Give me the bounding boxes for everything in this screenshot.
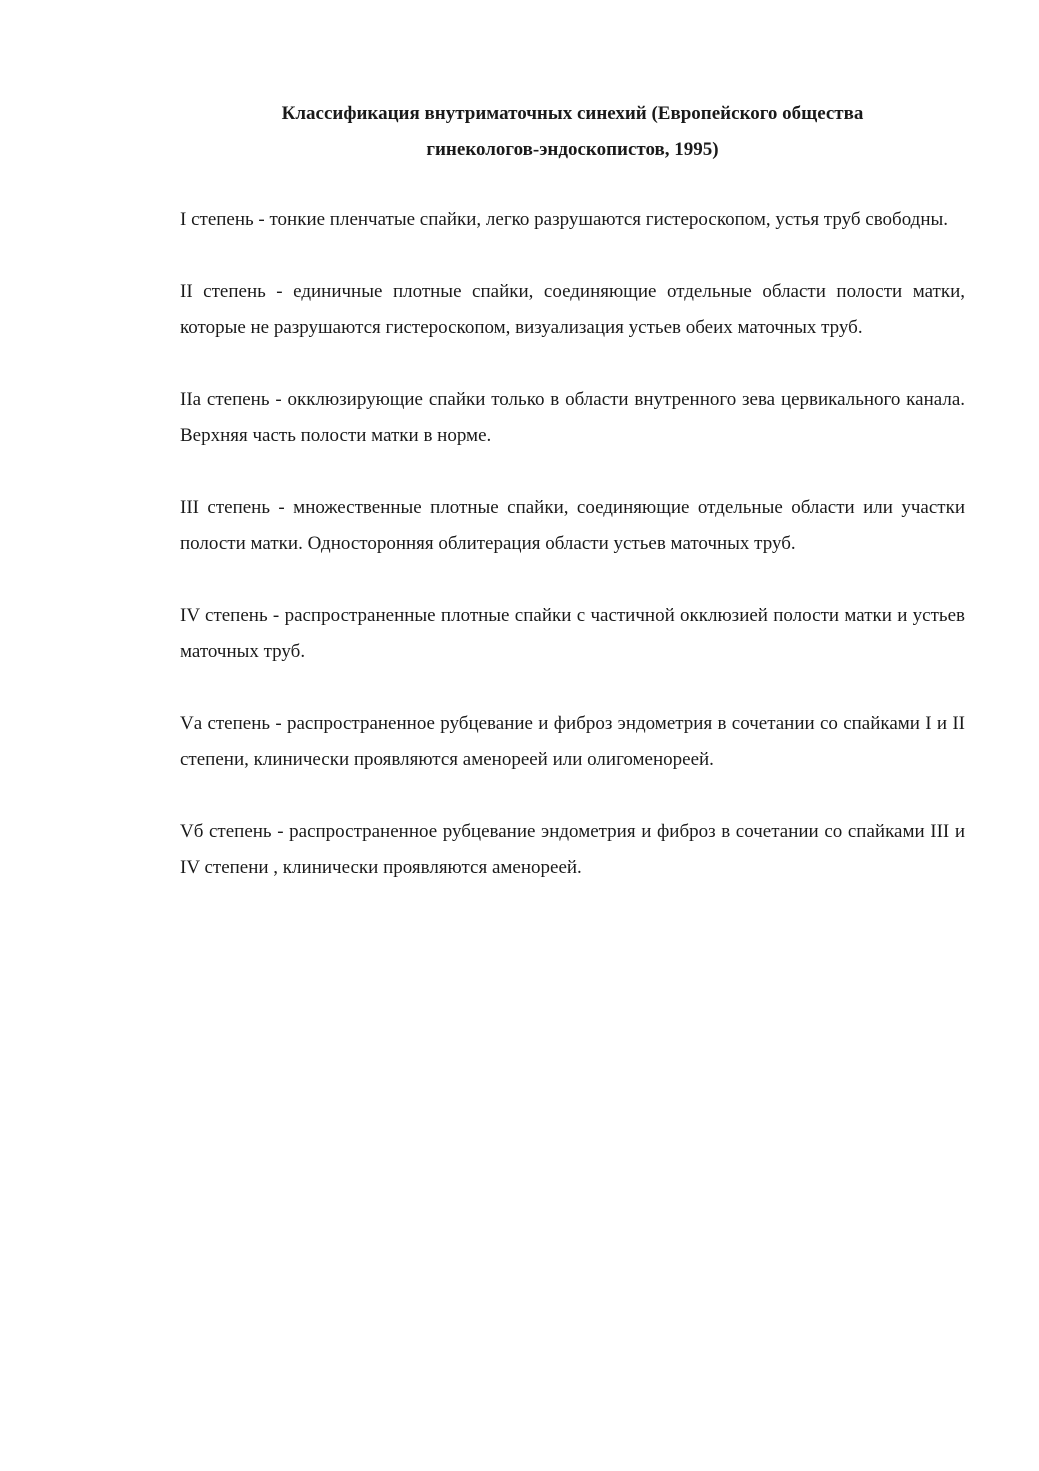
document-title	[180, 96, 965, 168]
grade-va-paragraph: Vа степень - распространенное рубцевание и фиброз эндометрия в сочетании со спайками I и II степени, клинически проявляются аменореей или олигоменореей.	[180, 713, 965, 770]
title-line-2: гинекологов-эндоскопистов, 1995)	[426, 139, 719, 160]
classification-list	[180, 202, 965, 922]
grade-iii-paragraph: III степень - множественные плотные спайки, соединяющие отдельные области или участки полости матки. Односторонняя облитерация области устьев маточных труб.	[180, 497, 965, 554]
title-line-1: Классификация внутриматочных синехий (Европейского общества	[281, 103, 864, 124]
grade-ii-paragraph: II степень - единичные плотные спайки, соединяющие отдельные области полости матки, которые не разрушаются гистероскопом, визуализация устьев обеих маточных труб.	[180, 281, 965, 338]
grade-i-paragraph: I степень - тонкие пленчатые спайки, легко разрушаются гистероскопом, устья труб свободны.	[180, 209, 949, 230]
grade-vb-paragraph: Vб степень - распространенное рубцевание эндометрия и фиброз в сочетании со спайками III и IV степени , клинически проявляются аменореей.	[180, 821, 965, 878]
grade-iia-paragraph: IIа степень - окклюзирующие спайки только в области внутренного зева цервикального канала. Верхняя часть полости матки в норме.	[180, 389, 965, 446]
grade-iv-paragraph: IV степень - распространенные плотные спайки с частичной окклюзией полости матки и устьев маточных труб.	[180, 605, 965, 662]
